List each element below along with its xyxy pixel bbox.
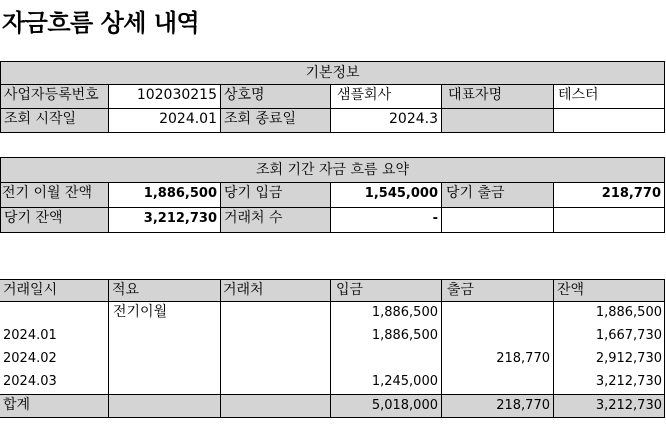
total-withdraw: 218,770 [441, 394, 553, 418]
ceo-value: 테스터 [553, 85, 665, 109]
period-in-label: 당기 입금 [220, 183, 330, 208]
col-header-withdraw: 출금 [441, 279, 553, 302]
total-memo [108, 394, 220, 418]
end-date-label: 조회 종료일 [220, 109, 330, 133]
total-deposit: 5,018,000 [330, 394, 441, 418]
col-header-balance: 잔액 [553, 279, 665, 302]
empty-gray-cell [441, 109, 553, 133]
column-divider [108, 279, 109, 418]
column-divider [220, 279, 221, 418]
cell-date [0, 302, 108, 325]
col-header-deposit: 입금 [330, 279, 441, 302]
col-header-date: 거래일시 [0, 279, 108, 302]
cell-withdraw [441, 371, 553, 394]
cell-balance: 1,886,500 [595, 305, 662, 320]
cell-deposit: 1,886,500 [371, 305, 438, 320]
cell-withdraw [441, 325, 553, 348]
cell-memo [108, 325, 220, 348]
end-date-value: 2024.3 [330, 109, 441, 133]
company-label: 상호명 [220, 85, 330, 109]
column-divider [553, 279, 554, 418]
period-balance-value: 3,212,730 [108, 208, 220, 233]
column-divider [330, 279, 331, 418]
cell-date: 2024.01 [3, 328, 57, 343]
carry-over-label: 전기 이월 잔액 [0, 183, 108, 208]
cell-deposit [330, 348, 441, 371]
cell-deposit: 1,245,000 [371, 374, 438, 389]
summary-header: 조회 기간 자금 흐름 요약 [0, 157, 665, 183]
period-balance-label: 당기 잔액 [0, 208, 108, 233]
cell-balance: 2,912,730 [595, 351, 662, 366]
cell-date: 2024.03 [3, 374, 57, 389]
company-value: 샘플회사 [330, 85, 441, 109]
empty-cell [553, 208, 665, 233]
cell-date: 2024.02 [3, 351, 57, 366]
empty-cell [441, 208, 553, 233]
cell-balance: 3,212,730 [595, 374, 662, 389]
basic-info-header: 기본정보 [0, 61, 665, 85]
total-balance: 3,212,730 [553, 394, 665, 418]
total-partner [220, 394, 330, 418]
period-out-value: 218,770 [553, 183, 665, 208]
cell-withdraw [441, 302, 553, 325]
total-label: 합계 [0, 394, 108, 418]
cell-withdraw: 218,770 [496, 351, 550, 366]
start-date-value: 2024.01 [108, 109, 220, 133]
empty-cell [553, 109, 665, 133]
cell-memo [108, 371, 220, 394]
column-divider [664, 279, 665, 418]
cell-deposit: 1,886,500 [371, 328, 438, 343]
period-in-value: 1,545,000 [330, 183, 441, 208]
carry-over-value: 1,886,500 [108, 183, 220, 208]
page-title: 자금흐름 상세 내역 [2, 9, 200, 37]
col-header-memo: 적요 [108, 279, 220, 302]
col-header-partner: 거래처 [220, 279, 330, 302]
cell-memo [108, 348, 220, 371]
biz-no-label: 사업자등록번호 [0, 85, 108, 109]
cell-balance: 1,667,730 [595, 328, 662, 343]
period-out-label: 당기 출금 [441, 183, 553, 208]
cell-partner [220, 371, 330, 394]
partner-count-value: - [330, 208, 441, 233]
cell-partner [220, 302, 330, 325]
ceo-label: 대표자명 [441, 85, 553, 109]
cell-memo: 전기이월 [113, 304, 168, 320]
cell-partner [220, 325, 330, 348]
partner-count-label: 거래처 수 [220, 208, 330, 233]
biz-no-value: 102030215 [108, 85, 220, 109]
cell-partner [220, 348, 330, 371]
column-divider [441, 279, 442, 418]
start-date-label: 조회 시작일 [0, 109, 108, 133]
